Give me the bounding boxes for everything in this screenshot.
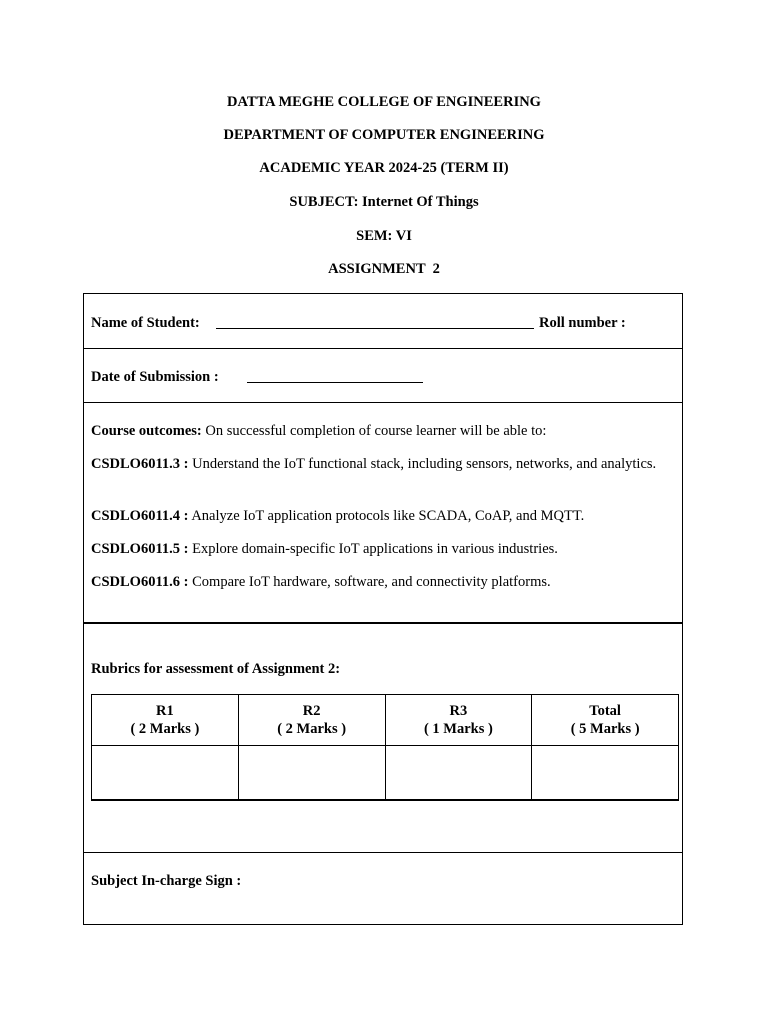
rubrics-header-row — [92, 695, 679, 746]
assignment-title: ASSIGNMENT 2 — [328, 261, 440, 277]
date-label: Date of Submission : — [91, 369, 219, 385]
outcome-item — [91, 455, 671, 473]
outcome-item — [91, 507, 671, 525]
total-score-cell[interactable] — [532, 746, 679, 801]
r2-score-cell[interactable] — [238, 746, 385, 801]
rubric-marks: ( 2 Marks ) — [130, 721, 200, 737]
outcome-code: CSDLO6011.6 : — [91, 574, 189, 590]
student-name-row — [84, 294, 682, 349]
department-name: DEPARTMENT OF COMPUTER ENGINEERING — [223, 127, 545, 143]
rubrics-table — [91, 694, 679, 801]
outcome-text: Compare IoT hardware, software, and connectivity platforms. — [188, 574, 551, 590]
assignment-form — [83, 293, 683, 925]
outcome-code: CSDLO6011.4 : — [91, 508, 189, 524]
course-outcomes-label: Course outcomes: — [91, 423, 202, 439]
outcome-item — [91, 540, 671, 558]
rubric-header-cell — [385, 695, 532, 746]
submission-date-row — [84, 349, 682, 403]
name-label: Name of Student: — [91, 315, 200, 331]
rubric-header-cell — [238, 695, 385, 746]
signature-row — [84, 853, 682, 925]
outcome-code: CSDLO6011.5 : — [91, 541, 189, 557]
r1-score-cell[interactable] — [92, 746, 239, 801]
outcome-text: Explore domain-specific IoT applications in various industries. — [188, 541, 558, 557]
date-blank-line[interactable] — [247, 382, 423, 383]
rubric-header-cell — [532, 695, 679, 746]
rubric-marks: ( 5 Marks ) — [570, 721, 640, 737]
semester: SEM: VI — [356, 228, 412, 244]
rubric-name: R1 — [156, 703, 174, 719]
subject-title: SUBJECT: Internet Of Things — [289, 194, 479, 210]
rubric-name: R2 — [302, 703, 321, 719]
rubric-marks: ( 2 Marks ) — [277, 721, 347, 737]
subject-in-charge-sign-label: Subject In-charge Sign : — [91, 873, 242, 889]
rubrics-score-row — [92, 746, 679, 801]
college-name: DATTA MEGHE COLLEGE OF ENGINEERING — [227, 94, 541, 110]
course-outcomes-section — [84, 403, 682, 624]
outcome-item — [91, 573, 671, 591]
rubrics-title: Rubrics for assessment of Assignment 2: — [91, 661, 341, 677]
rubric-name: R3 — [449, 703, 468, 719]
outcome-text: Analyze IoT application protocols like SCADA, CoAP, and MQTT. — [188, 508, 585, 524]
outcome-code: CSDLO6011.3 : — [91, 456, 189, 472]
name-blank-line[interactable] — [216, 328, 534, 329]
academic-year: ACADEMIC YEAR 2024-25 (TERM II) — [259, 160, 509, 176]
rubric-name: Total — [589, 703, 621, 719]
rubrics-section — [84, 624, 682, 853]
r3-score-cell[interactable] — [385, 746, 532, 801]
rubric-header-cell — [92, 695, 239, 746]
course-outcomes-intro-text: On successful completion of course learner will be able to: — [201, 423, 547, 439]
rubric-marks: ( 1 Marks ) — [423, 721, 493, 737]
outcome-text: Understand the IoT functional stack, including sensors, networks, and analytics. — [188, 456, 657, 472]
roll-number-label: Roll number : — [539, 315, 626, 331]
course-outcomes-intro — [91, 422, 671, 440]
